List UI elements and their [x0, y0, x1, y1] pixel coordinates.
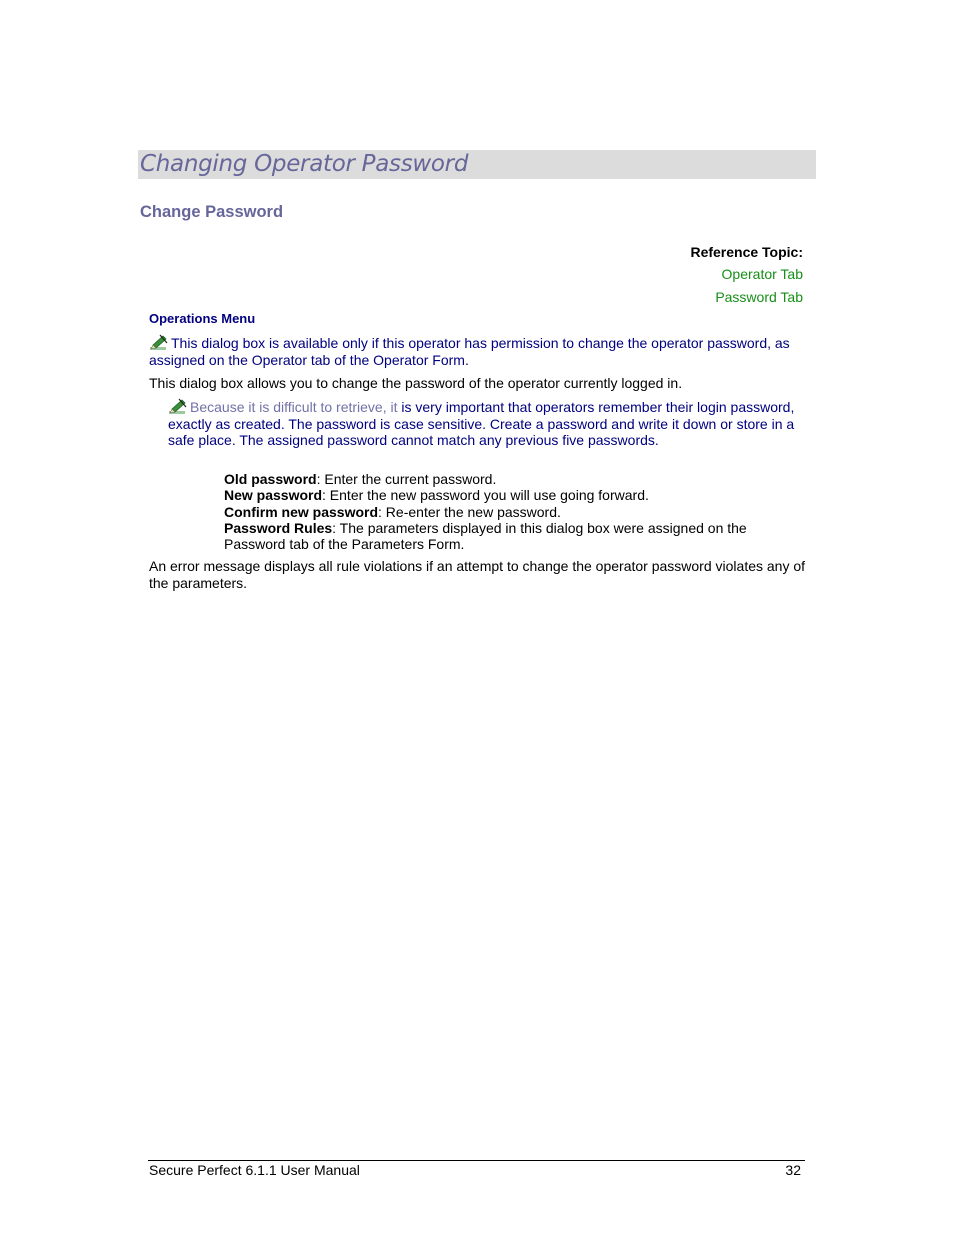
page-title: Changing Operator Password — [140, 151, 469, 177]
reference-link-password-tab[interactable]: Password Tab — [715, 289, 803, 305]
field-desc: : Enter the new password you will use going forward. — [322, 487, 649, 504]
field-term: Password Rules — [224, 519, 333, 536]
retrieve-note — [168, 398, 808, 449]
field-term: Confirm new password — [224, 503, 379, 520]
field-old-password — [224, 471, 804, 487]
intro-paragraph: This dialog box allows you to change the password of the operator currently logged in. — [149, 375, 683, 391]
footer-manual-title: Secure Perfect 6.1.1 User Manual — [149, 1162, 360, 1178]
reference-topic-heading: Reference Topic: — [690, 244, 803, 260]
pencil-note-icon — [149, 334, 169, 351]
menu-label: Operations Menu — [149, 311, 256, 326]
field-new-password — [224, 487, 804, 503]
error-paragraph: An error message displays all rule violations if an attempt to change the operator password violates any of the parameters. — [149, 558, 806, 591]
field-desc: : The parameters displayed in this dialog box were assigned on the Password tab of the Parameters Form. — [224, 519, 747, 553]
permission-note-text: This dialog box is available only if this operator has permission to change the operator password, as assigned on the Operator tab of the Operator Form. — [149, 335, 790, 368]
footer-page-number: 32 — [785, 1162, 801, 1178]
section-heading: Change Password — [140, 203, 284, 221]
reference-link-operator-tab[interactable]: Operator Tab — [721, 266, 803, 282]
field-confirm-new-password — [224, 504, 804, 520]
field-descriptions — [224, 471, 804, 552]
field-desc: : Enter the current password. — [316, 471, 497, 487]
retrieve-note-text: is very important that operators remember their login password, exactly as created. The password is case sensitive. Create a password and write it down or store in a safe place. The assigned password cannot match any previous five passwords. — [168, 399, 795, 448]
pencil-note-icon — [168, 398, 188, 415]
field-term: Old password — [224, 471, 317, 487]
retrieve-note-faded-text: Because it is difficult to retrieve, it — [190, 399, 398, 415]
field-term: New password — [224, 487, 323, 504]
field-password-rules — [224, 520, 804, 553]
field-desc: : Re-enter the new password. — [378, 503, 561, 520]
permission-note — [149, 334, 809, 369]
footer-divider — [148, 1160, 805, 1161]
